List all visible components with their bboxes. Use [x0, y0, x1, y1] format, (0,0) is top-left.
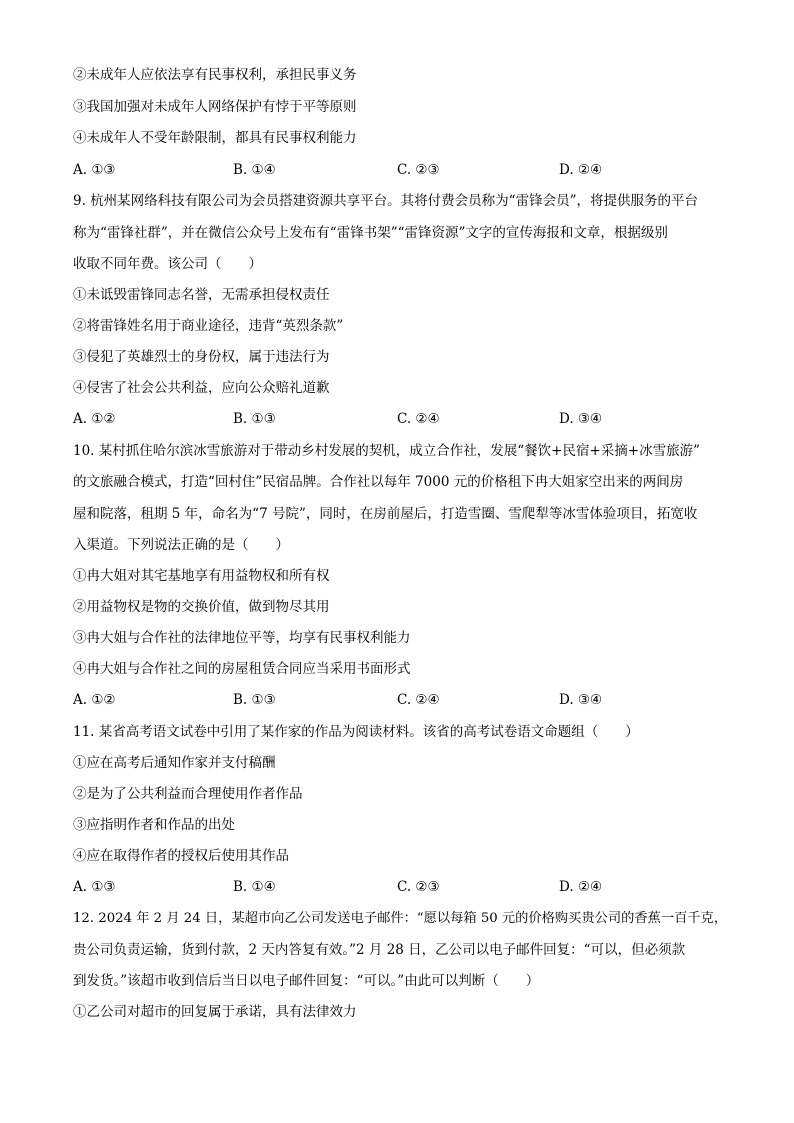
q10-item-1: ①冉大姐对其宅基地享有用益物权和所有权: [73, 568, 330, 584]
q8-option-a[interactable]: A. ①③: [73, 162, 116, 178]
q11-options: [73, 878, 733, 896]
q10-stem-line-1: 10. 某村抓住哈尔滨冰雪旅游对于带动乡村发展的契机，成立合作社，发展“餐饮+民宿+采摘+冰雪旅游”: [73, 443, 700, 459]
q11-option-a[interactable]: A. ①③: [73, 879, 116, 895]
q8-options: [73, 161, 733, 179]
q10-stem-line-3: 屋和院落，租期 5 年，命名为“7 号院”，同时，在房前屋后，打造雪圈、雪爬犁等冰雪体验项目，拓宽收: [73, 506, 698, 522]
q9-item-2: ②将雷锋姓名用于商业途径，违背“英烈条款”: [73, 318, 344, 334]
q10-stem-line-2: 的文旅融合模式，打造“回村住”民宿品牌。合作社以每年 7000 元的价格租下冉大姐家空出来的两间房: [73, 474, 684, 490]
q12-stem-line-3: 到发货。”该超市收到信后当日以电子邮件回复：“可以。”由此可以判断（ ）: [73, 973, 540, 989]
q9-option-c[interactable]: C. ②④: [397, 411, 440, 427]
q11-stem-line-1: 11. 某省高考语文试卷中引用了某作家的作品为阅读材料。该省的高考试卷语文命题组（ ）: [73, 724, 639, 740]
q11-item-2: ②是为了公共利益而合理使用作者作品: [73, 786, 303, 802]
q9-item-4: ④侵害了社会公共利益，应向公众赔礼道歉: [73, 380, 330, 396]
q9-stem-line-2: 称为“雷锋社群”，并在微信公众号上发布有“雷锋书架”“雷锋资源”文字的宣传海报和文章，根据级别: [73, 225, 668, 241]
q10-item-3: ③冉大姐与合作社的法律地位平等，均享有民事权利能力: [73, 630, 411, 646]
q12-stem-line-1: 12. 2024 年 2 月 24 日，某超市向乙公司发送电子邮件：“愿以每箱 50 元的价格购买贵公司的香蕉一百千克，: [73, 911, 728, 926]
q10-item-2: ②用益物权是物的交换价值，做到物尽其用: [73, 599, 330, 615]
q11-option-c[interactable]: C. ②③: [397, 879, 440, 895]
q11-item-1: ①应在高考后通知作家并支付稿酬: [73, 755, 276, 771]
q8-option-b[interactable]: B. ①④: [233, 162, 276, 178]
q9-option-b[interactable]: B. ①③: [233, 411, 276, 427]
q11-item-4: ④应在取得作者的授权后使用其作品: [73, 848, 289, 864]
q8-item-2: ②未成年人应依法享有民事权利，承担民事义务: [73, 67, 357, 83]
q8-option-c[interactable]: C. ②③: [397, 162, 440, 178]
q10-stem-line-4: 入渠道。下列说法正确的是（ ）: [73, 537, 289, 553]
q9-option-d[interactable]: D. ③④: [559, 411, 603, 427]
q11-option-b[interactable]: B. ①④: [233, 879, 276, 895]
q9-option-a[interactable]: A. ①②: [73, 411, 116, 427]
q10-item-4: ④冉大姐与合作社之间的房屋租赁合同应当采用书面形式: [73, 661, 411, 677]
q10-option-d[interactable]: D. ③④: [559, 692, 603, 708]
q9-item-1: ①未诋毁雷锋同志名誉，无需承担侵权责任: [73, 287, 330, 303]
q9-stem-line-3: 收取不同年费。该公司（ ）: [73, 256, 262, 272]
q12-stem-line-2: 贵公司负责运输，货到付款，2 天内答复有效。”2 月 28 日，乙公司以电子邮件回复：“可以，但必须款: [73, 942, 686, 958]
q10-option-a[interactable]: A. ①②: [73, 692, 116, 708]
q10-option-c[interactable]: C. ②④: [397, 692, 440, 708]
q11-item-3: ③应指明作者和作品的出处: [73, 817, 235, 833]
q8-option-d[interactable]: D. ②④: [559, 162, 603, 178]
q8-item-3: ③我国加强对未成年人网络保护有悖于平等原则: [73, 99, 357, 115]
q9-stem-line-1: 9. 杭州某网络科技有限公司为会员搭建资源共享平台。其将付费会员称为“雷锋会员”，将提供服务的平台: [73, 193, 698, 209]
q9-item-3: ③侵犯了英雄烈士的身份权，属于违法行为: [73, 349, 330, 365]
q10-option-b[interactable]: B. ①③: [233, 692, 276, 708]
q12-item-1: ①乙公司对超市的回复属于承诺，具有法律效力: [73, 1004, 357, 1020]
q9-options: [73, 410, 733, 428]
q11-option-d[interactable]: D. ②④: [559, 879, 603, 895]
q10-options: [73, 691, 733, 709]
q8-item-4: ④未成年人不受年龄限制，都具有民事权利能力: [73, 130, 357, 146]
